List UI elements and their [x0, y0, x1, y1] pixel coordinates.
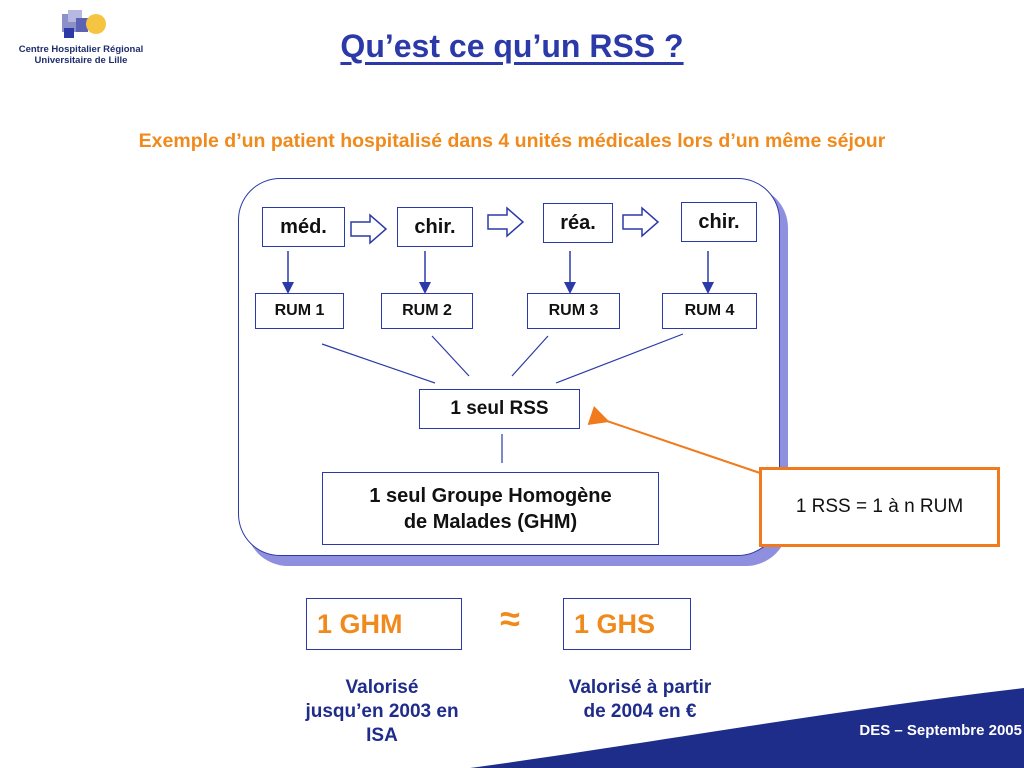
slide-subtitle: Exemple d’un patient hospitalisé dans 4 unités médicales lors d’un même séjour	[138, 130, 886, 152]
unit-box-chir-1: chir.	[397, 207, 473, 247]
rss-box: 1 seul RSS	[419, 389, 580, 429]
rum-box-3: RUM 3	[527, 293, 620, 329]
ghs-valuation-line-2: de 2004 en €	[583, 701, 697, 722]
ghm-tag: 1 GHM	[306, 598, 462, 650]
ghs-tag: 1 GHS	[563, 598, 691, 650]
ghm-valuation-line-1: Valorisé	[345, 677, 419, 698]
rum-box-1: RUM 1	[255, 293, 344, 329]
logo-line-2: Universitaire de Lille	[34, 55, 128, 66]
ghm-valuation-line-3: ISA	[366, 725, 398, 746]
unit-box-chir-2: chir.	[681, 202, 757, 242]
slide-title: Qu’est ce qu’un RSS ?	[340, 28, 684, 64]
ghs-valuation-line-1: Valorisé à partir	[568, 677, 712, 698]
approx-symbol: ≈	[500, 598, 520, 639]
ghm-line-1: 1 seul Groupe Homogène	[369, 484, 612, 507]
rum-box-4: RUM 4	[662, 293, 757, 329]
logo-line-1: Centre Hospitalier Régional	[18, 44, 144, 55]
ghm-valuation-line-2: jusqu’en 2003 en	[305, 701, 459, 722]
unit-box-med: méd.	[262, 207, 345, 247]
unit-box-rea: réa.	[543, 203, 613, 243]
ghm-line-2: de Malades (GHM)	[403, 510, 578, 533]
footer-text: DES – Septembre 2005	[859, 722, 1022, 739]
rss-rum-equation-box: 1 RSS = 1 à n RUM	[759, 467, 1000, 547]
rum-box-2: RUM 2	[381, 293, 473, 329]
